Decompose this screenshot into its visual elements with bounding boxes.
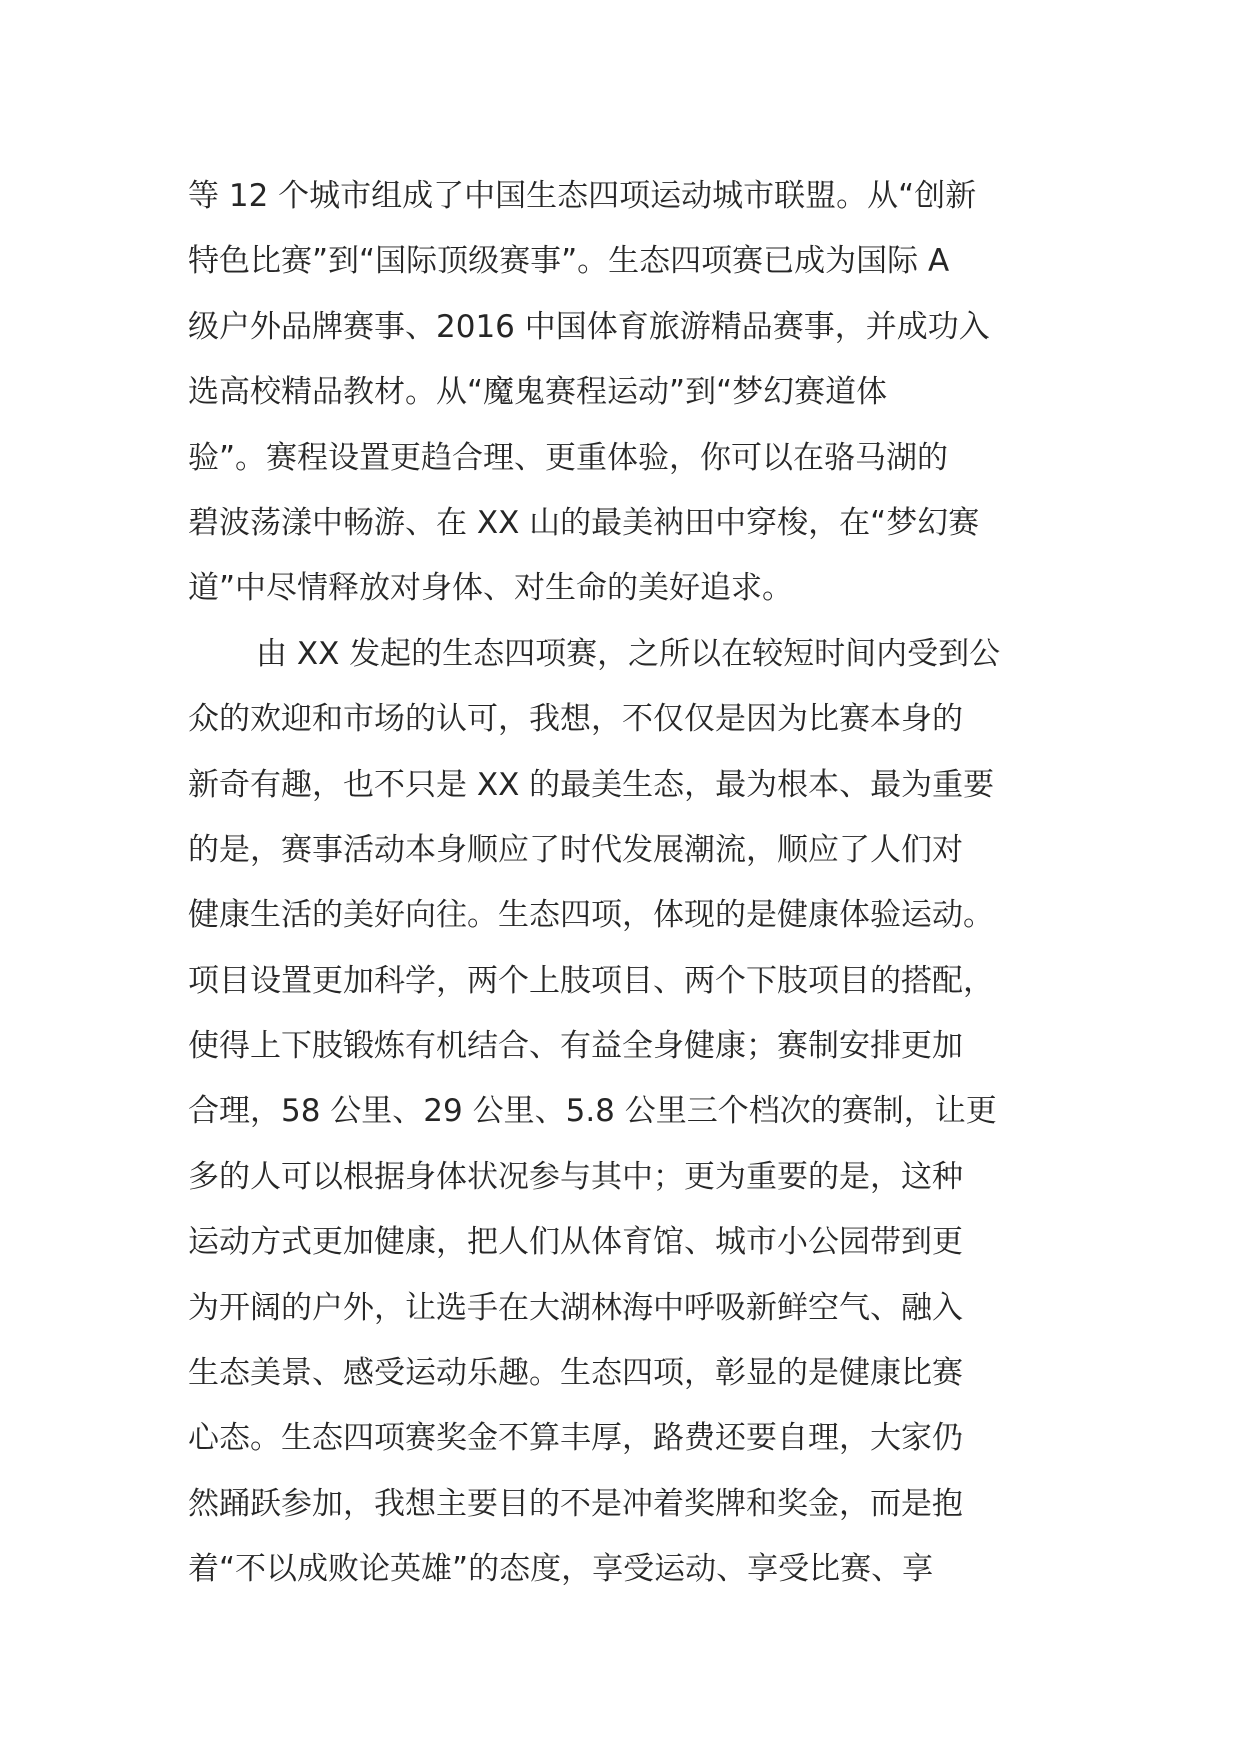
text-line: 众的欢迎和市场的认可，我想，不仅仅是因为比赛本身的 [188,701,963,738]
text-line: 多的人可以根据身体状况参与其中；更为重要的是，这种 [188,1158,963,1195]
text-line: 心态。生态四项赛奖金不算丰厚，路费还要自理，大家仍 [188,1420,963,1457]
text-line: 使得上下肢锻炼有机结合、有益全身健康；赛制安排更加 [188,1028,963,1065]
text-line: 着“不以成败论英雄”的态度，享受运动、享受比赛、享 [188,1551,934,1588]
text-line: 生态美景、感受运动乐趣。生态四项，彰显的是健康比赛 [188,1355,963,1392]
text-line: 然踊跃参加，我想主要目的不是冲着奖牌和奖金，而是抱 [188,1485,963,1522]
body-text [188,164,1068,1603]
text-line: 健康生活的美好向往。生态四项，体现的是健康体验运动。 [188,897,994,934]
text-line: 验”。赛程设置更趋合理、更重体验，你可以在骆马湖的 [188,439,949,476]
text-line: 选高校精品教材。从“魔鬼赛程运动”到“梦幻赛道体 [188,374,888,411]
text-line: 等 12 个城市组成了中国生态四项运动城市联盟。从“创新 [188,178,977,214]
text-line: 碧波荡漾中畅游、在 XX 山的最美衲田中穿梭，在“梦幻赛 [188,504,980,541]
text-line: 特色比赛”到“国际顶级赛事”。生态四项赛已成为国际 A [188,243,950,280]
text-line: 级户外品牌赛事、2016 中国体育旅游精品赛事，并成功入 [188,308,990,345]
text-line: 道”中尽情释放对身体、对生命的美好追求。 [188,570,794,607]
text-line: 合理，58 公里、29 公里、5.8 公里三个档次的赛制，让更 [188,1093,997,1130]
text-line: 项目设置更加科学，两个上肢项目、两个下肢项目的搭配， [188,962,994,999]
text-line: 运动方式更加健康，把人们从体育馆、城市小公园带到更 [188,1224,963,1261]
text-line: 新奇有趣，也不只是 XX 的最美生态，最为根本、最为重要 [188,766,995,803]
text-line: 的是，赛事活动本身顺应了时代发展潮流，顺应了人们对 [188,831,963,868]
text-line: 为开阔的户外，让选手在大湖林海中呼吸新鲜空气、融入 [188,1289,963,1326]
paragraph-first-line: 由 XX 发起的生态四项赛，之所以在较短时间内受到公 [256,635,1001,672]
